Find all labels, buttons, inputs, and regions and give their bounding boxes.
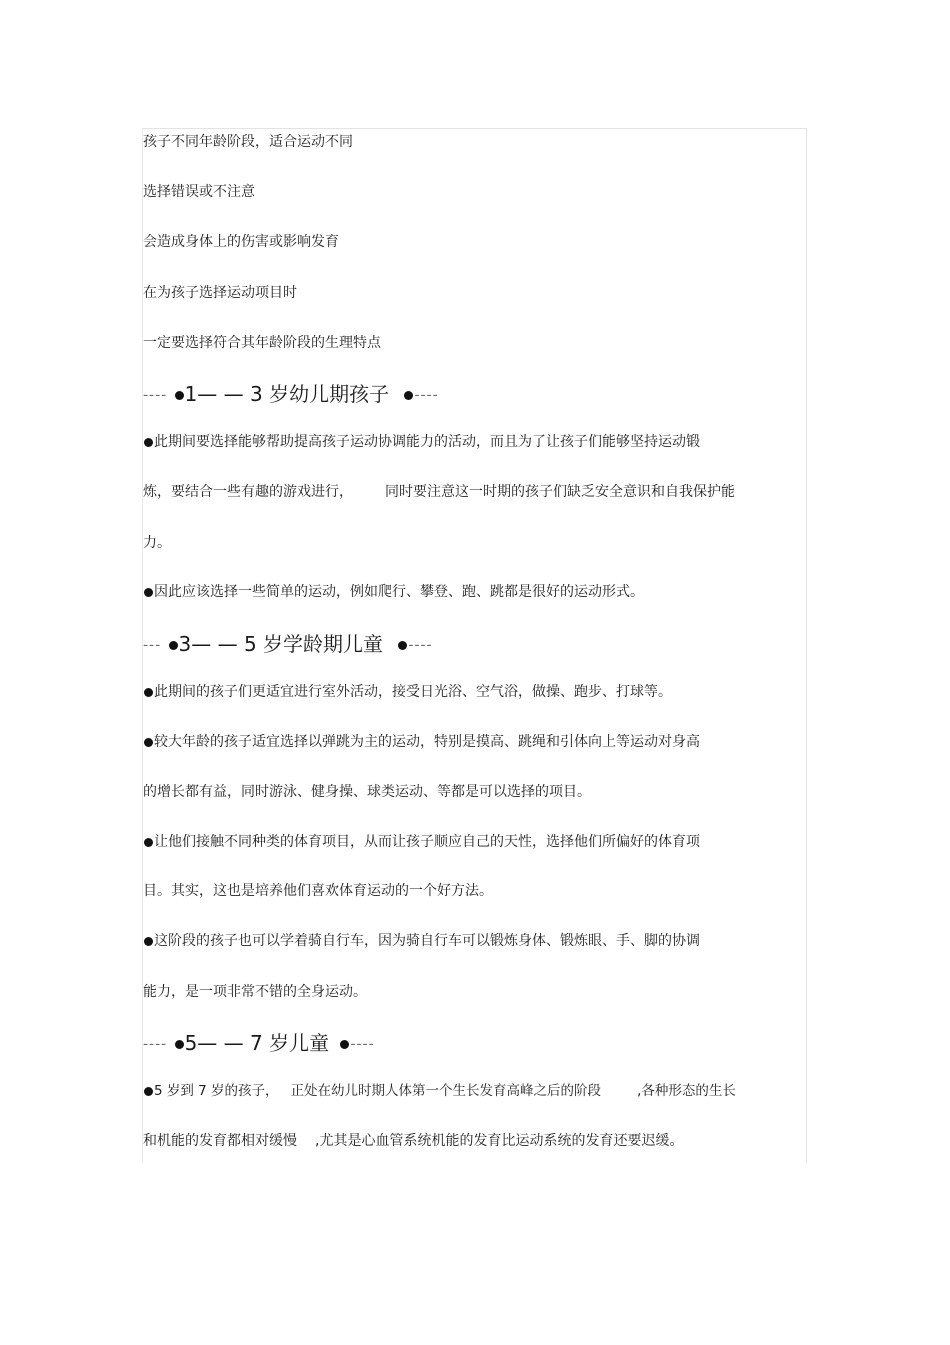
line-text: 这阶段的孩子也可以学着骑自行车，因为骑自行车可以锻炼身体、锻炼眼、手、脚的协调 [154, 933, 700, 949]
paragraph-line [143, 732, 700, 752]
line-text: 正处在幼儿时期人体第一个生长发育高峰之后的阶段 [290, 1083, 602, 1099]
bullet-icon [144, 738, 153, 747]
dash-divider: ---- [414, 387, 439, 404]
line-text: ,各种形态的生长 [637, 1083, 736, 1099]
bullet-icon [169, 641, 178, 650]
line-text: 5 岁到 7 岁的孩子， [154, 1083, 279, 1099]
intro-line: 一定要选择符合其年龄阶段的生理特点 [143, 335, 381, 351]
intro-line: 孩子不同年龄阶段，适合运动不同 [143, 134, 353, 150]
bullet-icon [144, 1087, 153, 1096]
dash-divider: ---- [143, 387, 168, 404]
paragraph-line [143, 1131, 683, 1151]
paragraph-line [143, 682, 672, 702]
section-heading [143, 380, 439, 410]
intro-line: 在为孩子选择运动项目时 [143, 285, 297, 301]
paragraph-line [143, 1081, 736, 1101]
line-text: 炼，要结合一些有趣的游戏进行， [143, 484, 353, 500]
line-text: 同时要注意这一时期的孩子们缺乏安全意识和自我保护能 [385, 484, 735, 500]
bullet-icon [144, 688, 153, 697]
bullet-icon [144, 937, 153, 946]
bullet-icon [175, 1040, 184, 1049]
line-text: 让他们接触不同种类的体育项目，从而让孩子顺应自己的天性，选择他们所偏好的体育项 [154, 834, 700, 850]
section-title: 3— — 5 岁学龄期儿童 [178, 632, 384, 656]
paragraph-line [143, 482, 735, 502]
line-text: 和机能的发育都相对缓慢 [143, 1133, 297, 1149]
paragraph-line: 能力，是一项非常不错的全身运动。 [143, 984, 367, 1000]
section-title: 1— — 3 岁幼儿期孩子 [184, 382, 390, 406]
paragraph-line [143, 931, 700, 951]
paragraph-line [143, 832, 700, 852]
paragraph-line: 目。其实，这也是培养他们喜欢体育运动的一个好方法。 [143, 883, 493, 899]
paragraph-line [143, 432, 700, 452]
intro-line: 选择错误或不注意 [143, 184, 255, 200]
line-text: 此期间要选择能够帮助提高孩子运动协调能力的活动，而且为了让孩子们能够坚持运动锻 [154, 434, 700, 450]
dash-divider: ---- [350, 1036, 375, 1053]
dash-divider: ---- [408, 637, 433, 654]
paragraph-line [143, 582, 644, 602]
dash-divider: --- [143, 637, 162, 654]
intro-line: 会造成身体上的伤害或影响发育 [143, 234, 339, 250]
bullet-icon [398, 641, 407, 650]
line-text: ,尤其是心血管系统机能的发育比运动系统的发育还要迟缓。 [315, 1133, 684, 1149]
section-heading [143, 1029, 375, 1059]
bullet-icon [340, 1040, 349, 1049]
bullet-icon [144, 838, 153, 847]
line-text: 此期间的孩子们更适宜进行室外活动，接受日光浴、空气浴，做操、跑步、打球等。 [154, 684, 672, 700]
bullet-icon [175, 391, 184, 400]
bullet-icon [144, 438, 153, 447]
dash-divider: ---- [143, 1036, 168, 1053]
paragraph-line: 力。 [143, 535, 171, 551]
line-text: 较大年龄的孩子适宜选择以弹跳为主的运动，特别是摸高、跳绳和引体向上等运动对身高 [154, 734, 700, 750]
line-text: 因此应该选择一些简单的运动，例如爬行、攀登、跑、跳都是很好的运动形式。 [154, 584, 644, 600]
paragraph-line: 的增长都有益，同时游泳、健身操、球类运动、等都是可以选择的项目。 [143, 784, 591, 800]
section-title: 5— — 7 岁儿童 [184, 1031, 330, 1055]
section-heading [143, 630, 433, 660]
bullet-icon [404, 391, 413, 400]
bullet-icon [144, 588, 153, 597]
